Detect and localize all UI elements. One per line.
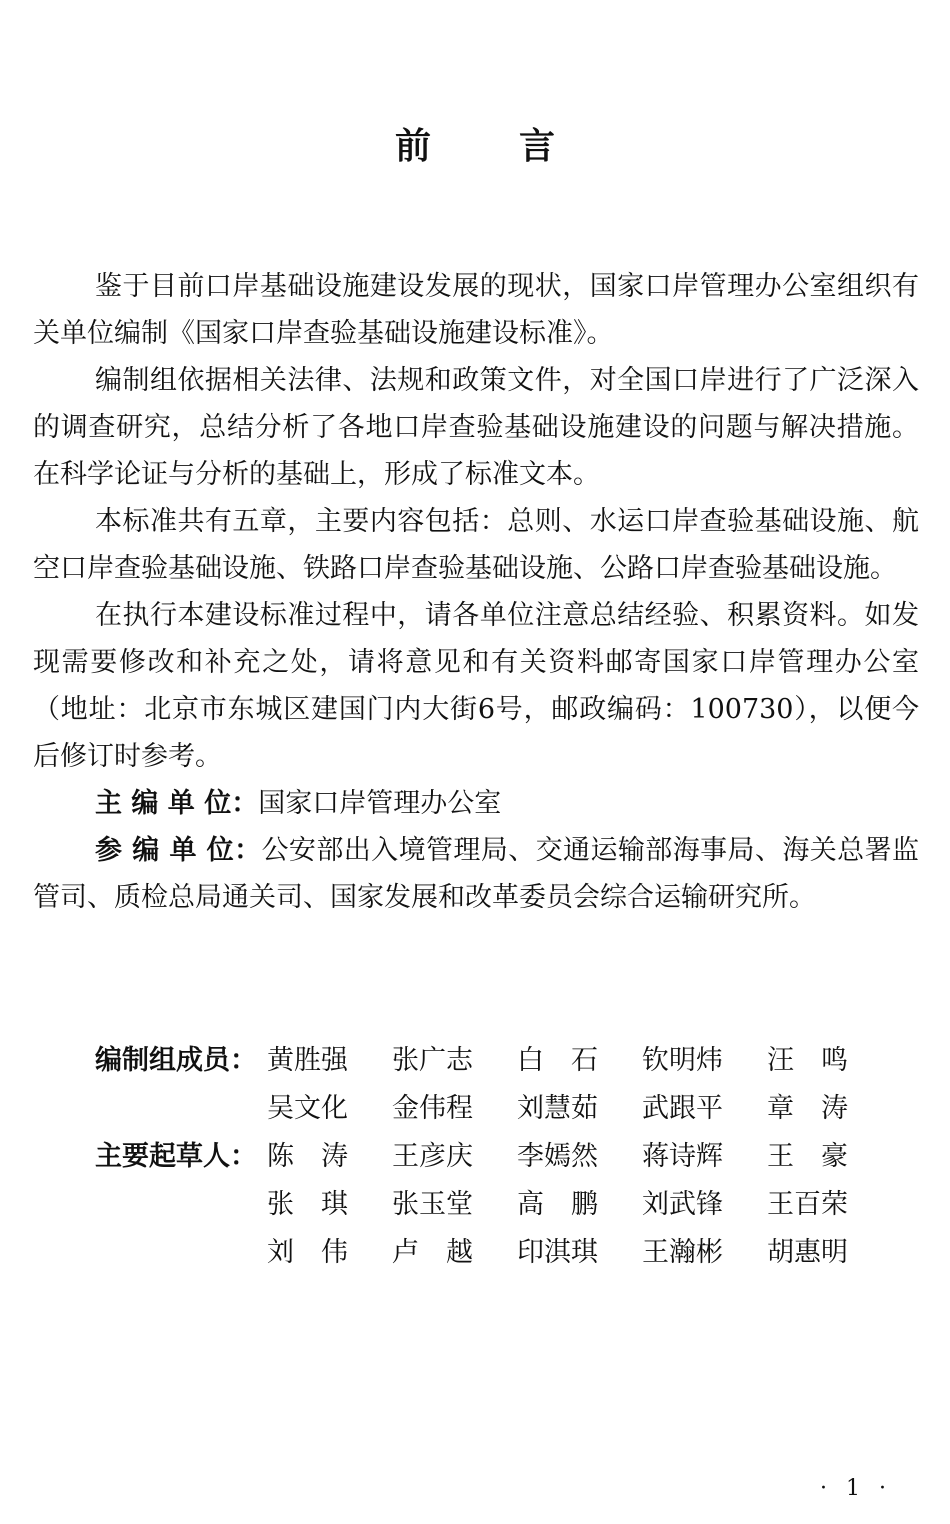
participants-line <box>33 827 919 921</box>
staff-name: 武跟平 <box>642 1093 723 1124</box>
staff-name: 黄胜强 <box>267 1045 348 1076</box>
staff-name: 陈 涛 <box>267 1141 348 1172</box>
body-text <box>33 263 919 921</box>
paragraph-2: 编制组依据相关法律、法规和政策文件，对全国口岸进行了广泛深入的调查研究，总结分析了各地口岸查验基础设施建设的问题与解决措施。在科学论证与分析的基础上，形成了标准文本。 <box>33 365 919 490</box>
staff-name: 王百荣 <box>767 1189 848 1220</box>
editorial-members-label: 编制组成员： <box>95 1045 257 1076</box>
staff-name: 钦明炜 <box>642 1045 723 1076</box>
staff-name: 刘武锋 <box>642 1189 723 1220</box>
staff-name: 章 涛 <box>767 1093 848 1124</box>
staff-row <box>95 1181 915 1229</box>
main-drafters-label: 主要起草人： <box>95 1141 257 1172</box>
staff-name: 刘 伟 <box>267 1237 348 1268</box>
participants-value: 公安部出入境管理局、交通运输部海事局、海关总署监管司、质检总局通关司、国家发展和改革委员会综合运输研究所。 <box>33 835 920 913</box>
staff-name: 王彦庆 <box>392 1141 473 1172</box>
paragraph-1: 鉴于目前口岸基础设施建设发展的现状，国家口岸管理办公室组织有关单位编制《国家口岸查验基础设施建设标准》。 <box>33 271 919 349</box>
chief-editor-label: 主 编 单 位： <box>95 788 259 819</box>
staff-name: 蒋诗辉 <box>642 1141 723 1172</box>
staff-name: 王 豪 <box>767 1141 848 1172</box>
staff-name: 高 鹏 <box>517 1189 598 1220</box>
staff-row <box>95 1085 915 1133</box>
staff-name: 王瀚彬 <box>642 1237 723 1268</box>
staff-name: 刘慧茹 <box>517 1093 598 1124</box>
staff-name: 金伟程 <box>392 1093 473 1124</box>
participants-label: 参 编 单 位： <box>95 835 262 866</box>
staff-name: 张 琪 <box>267 1189 348 1220</box>
staff-row <box>95 1037 915 1085</box>
staff-name: 吴文化 <box>267 1093 348 1124</box>
staff-name: 印淇琪 <box>517 1237 598 1268</box>
staff-name: 白 石 <box>517 1045 598 1076</box>
staff-row <box>95 1133 915 1181</box>
page-number: · 1 · <box>820 1476 892 1501</box>
paragraph-4: 在执行本建设标准过程中，请各单位注意总结经验、积累资料。如发现需要修改和补充之处，请将意见和有关资料邮寄国家口岸管理办公室（地址：北京市东城区建国门内大街6号，邮政编码：100730），以便今后修订时参考。 <box>33 600 919 772</box>
chief-editor-line <box>33 780 919 827</box>
staff-row <box>95 1229 915 1277</box>
staff-name: 汪 鸣 <box>767 1045 848 1076</box>
staff-name: 李嫣然 <box>517 1141 598 1172</box>
chief-editor-value: 国家口岸管理办公室 <box>258 788 502 819</box>
paragraph-3: 本标准共有五章，主要内容包括：总则、水运口岸查验基础设施、航空口岸查验基础设施、铁路口岸查验基础设施、公路口岸查验基础设施。 <box>33 506 919 584</box>
staff-name: 胡惠明 <box>767 1237 848 1268</box>
staff-list <box>95 1037 915 1277</box>
staff-name: 卢 越 <box>392 1237 473 1268</box>
staff-name: 张广志 <box>392 1045 473 1076</box>
staff-name: 张玉堂 <box>392 1189 473 1220</box>
page-title: 前言 <box>394 126 643 167</box>
